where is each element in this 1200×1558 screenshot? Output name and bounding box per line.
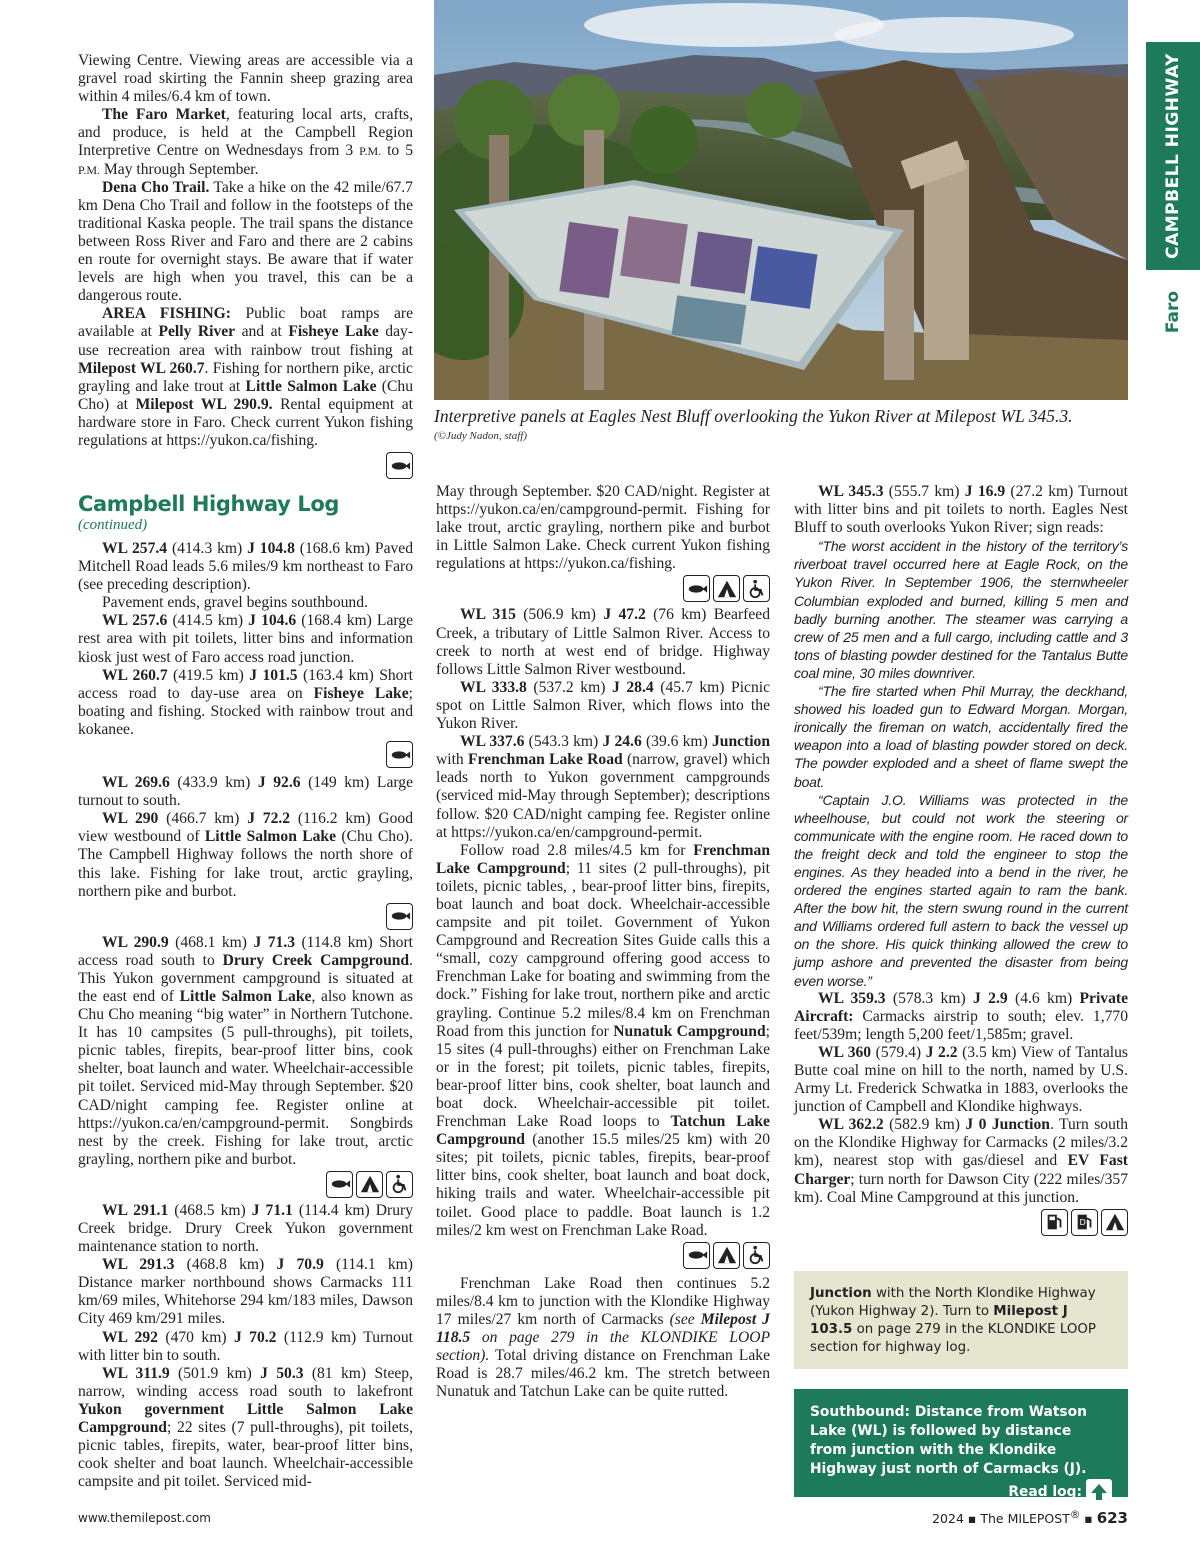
text: (419.5 km)	[167, 666, 250, 684]
side-tab-community-label: Faro	[1163, 290, 1183, 334]
junction-distance: J 72.2	[247, 810, 291, 828]
bold-text: Dena Cho Trail.	[102, 178, 210, 196]
text: (468.5 km)	[168, 1201, 252, 1219]
bold-text: Junction	[711, 733, 771, 751]
bold-text: Little Salmon Lake	[179, 987, 312, 1005]
sign-quote: “Captain J.O. Williams was protected in the wheelhouse, but could not work the steering or communicate with the engine room. He raced down to the freight deck and told the engineer to stop the engines. As they headed into a bend in the river, he ordered the engines started again to ram the bank. After the bow hit, the stern swung round in the current and Williams ordered full astern to back the vessel up on the shore. His quick thinking allowed the crew to jump ashore and prevented the disaster from being even worse.”	[794, 791, 1128, 989]
milepost: WL 292	[102, 1328, 158, 1346]
milepost: WL 360	[818, 1043, 872, 1061]
milepost: WL 362.2	[818, 1116, 884, 1134]
bold-text: Fisheye Lake	[288, 323, 379, 341]
campground-icon	[1101, 1209, 1128, 1236]
bold-text: Little Salmon Lake	[204, 828, 337, 846]
log-entry	[794, 1044, 1128, 1116]
log-entry	[794, 1116, 1128, 1206]
junction-distance: J 101.5	[249, 666, 298, 684]
milepost: WL 269.6	[102, 774, 170, 792]
junction-distance: J 50.3	[260, 1364, 304, 1382]
text: May through September.	[100, 160, 259, 178]
read-log-label: Read log:	[1008, 1483, 1082, 1500]
milepost: WL 260.7	[102, 666, 168, 684]
milepost: WL 290	[102, 810, 159, 828]
text: (Chu Cho). The Campbell Highway follows the north shore of this lake. Fishing for lake trout, arctic grayling, northern pike and burbot.	[78, 828, 413, 900]
section-subtitle: (continued)	[78, 517, 148, 533]
time-abbrev: P.M.	[359, 144, 382, 159]
bold-text: Fisheye Lake	[313, 684, 409, 702]
bold-text: Milepost J 103.5	[810, 1304, 1068, 1337]
junction-distance: J 70.2	[233, 1328, 277, 1346]
junction-distance: J 2.2	[925, 1043, 958, 1061]
milepost: WL 359.3	[818, 989, 886, 1007]
fish-icon	[386, 741, 413, 768]
log-entry-continued: May through September. $20 CAD/night. Register at https://yukon.ca/en/campground-permit. Fishing for lake trout, arctic grayling, northern pike and burbot in Little Salmon Lake. Check current Yukon fishing regulations at https://yukon.ca/fishing.	[436, 483, 770, 573]
milepost: WL 290.9	[102, 933, 169, 951]
log-entry	[78, 934, 413, 1169]
text: to 5	[381, 142, 413, 160]
junction-distance: J 104.6	[248, 612, 297, 630]
campground-icon	[713, 1242, 740, 1269]
bold-text: Milepost WL 260.7	[78, 359, 205, 377]
side-tab-label: CAMPBELL HIGHWAY	[1163, 53, 1183, 259]
fish-icon	[386, 903, 413, 930]
registered-mark: ®	[1069, 1509, 1081, 1521]
text: , also known as Chu Cho meaning “big water” in Northern Tutchone. It has 10 campsites (5 pull-throughs), pit toilets, picnic tables, firepits, bear-proof litter bins, cook shelter, boat launch and water. Wheelchair-accessible pit toilet. Serviced mid-May through September. $20 CAD/night camping fee. Register online at https://yukon.ca/en/campground-permit. Songbirds nest by the creek. Fishing for lake trout, arctic grayling, northern pike and burbot.	[78, 987, 413, 1168]
milepost: WL 291.1	[102, 1201, 169, 1219]
italic-text: on page 279 in the KLONDIKE LOOP section).	[436, 1329, 770, 1365]
campground-icon	[356, 1171, 383, 1198]
side-tab-community	[1152, 282, 1194, 342]
junction-distance: J 71.1	[251, 1201, 293, 1219]
log-entry	[794, 990, 1128, 1044]
text: . This Yukon government campground is situated at the east end of	[78, 951, 414, 1005]
bold-text: Pelly River	[158, 323, 236, 341]
text: (27.2 km) Turnout with litter bins and pit toilets to north. Eagles Nest Bluff to south overlooks Yukon River; sign reads:	[794, 483, 1128, 537]
svg-text:D: D	[1079, 1217, 1086, 1227]
text: (45.7 km) Picnic spot on Little Salmon River, which flows into the Yukon River.	[436, 678, 771, 733]
amenity-icons	[78, 903, 413, 930]
milepost: WL 337.6	[460, 733, 525, 751]
bold-text: Tatchun Lake Campground	[436, 1113, 770, 1149]
junction-callout	[794, 1271, 1128, 1369]
text: Rental equipment at hardware store in Faro. Check current Yukon fishing regulations at https://yukon.ca/fishing.	[78, 395, 413, 449]
paragraph	[436, 1275, 770, 1402]
log-entry	[436, 606, 770, 678]
milepost: WL 315	[460, 606, 516, 624]
bold-text: Yukon government Little Salmon Lake Campground	[78, 1400, 413, 1437]
text: Carmacks airstrip to south; elev. 1,770 feet/539m; length 5,200 feet/1,585m; gravel.	[794, 1007, 1128, 1043]
text: ; turn north for Dawson City (222 miles/357 km). Coal Mine Campground at this junction.	[794, 1170, 1128, 1206]
milepost: WL 291.3	[102, 1256, 175, 1274]
milepost: WL 333.8	[460, 678, 527, 696]
log-entry	[794, 483, 1128, 537]
text: (414.3 km)	[167, 540, 248, 557]
text: (582.9 km)	[883, 1116, 966, 1134]
text: (168.4 km) Large rest area with pit toilets, litter bins and information kiosk just west of Faro access road junction.	[78, 612, 414, 666]
italic-text: (see	[669, 1310, 701, 1328]
amenity-icons	[78, 452, 413, 479]
text: (468.8 km)	[174, 1256, 277, 1274]
bold-text: Frenchman Lake Campground	[436, 841, 770, 877]
text: Total driving distance on Frenchman Lake Road is 28.7 miles/46.2 km. The stretch between Nunatuk and Tatchun Lake can be quite rutted.	[436, 1347, 770, 1401]
text: ; boating and fishing. Stocked with rainbow trout and kokanee.	[78, 684, 413, 738]
text: (466.7 km)	[158, 810, 248, 828]
junction-distance: J 70.9	[276, 1256, 324, 1274]
text: (468.1 km)	[168, 933, 254, 951]
text: on page 279 in the KLONDIKE LOOP section for highway log.	[810, 1322, 1096, 1355]
campground-icon	[713, 575, 740, 602]
milepost: WL 345.3	[818, 483, 884, 500]
log-entry	[78, 774, 413, 810]
column-3-log	[794, 483, 1128, 1240]
text: (506.9 km)	[515, 606, 604, 624]
log-entry	[78, 810, 413, 900]
text: Public boat ramps are available at	[78, 305, 413, 341]
text: (another 15.5 miles/25 km) with 20 sites; pit toilets, picnic tables, firepits, bear-proof litter bins, cook shelter, boat launch and boat dock, hiking trails and water. Wheelchair-accessible pit toilet. Good place to paddle. Boat launch is 1.2 miles/2 km west on Frenchman Lake Road.	[436, 1131, 770, 1239]
log-entry	[436, 679, 770, 733]
log-entry	[78, 612, 413, 666]
read-log[interactable]	[1008, 1479, 1112, 1505]
southbound-text: Southbound: Distance from Watson Lake (WL) is followed by distance from junction with the Klondike Highway just north of Carmacks (J).	[810, 1404, 1087, 1477]
text: (578.3 km)	[885, 989, 974, 1007]
photo-credit: (©Judy Nadon, staff)	[434, 430, 527, 442]
milepost: WL 311.9	[102, 1364, 170, 1382]
junction-distance: J 24.6	[602, 733, 642, 751]
log-entry	[78, 1256, 413, 1328]
text: (537.2 km)	[526, 678, 612, 696]
junction-distance: J 0 Junction	[965, 1116, 1050, 1134]
amenity-icons	[436, 575, 770, 602]
wheelchair-icon	[386, 1171, 413, 1198]
footer-publication: The MILEPOST	[980, 1511, 1070, 1527]
paragraph	[436, 842, 770, 1240]
junction-distance: J 71.3	[253, 933, 296, 951]
log-entry	[78, 540, 413, 594]
photo-caption: Interpretive panels at Eagles Nest Bluff overlooking the Yukon River at Milepost WL 345.3.	[434, 406, 1073, 426]
amenity-icons	[436, 1242, 770, 1269]
text: (81 km) Steep, narrow, winding access road south to lakefront	[78, 1364, 413, 1400]
footer-page-info: 2024 ▪ The MILEPOST® ▪ 623	[932, 1509, 1128, 1528]
text: (Chu Cho) at	[78, 377, 413, 413]
text: ; 15 sites (4 pull-throughs) either on Frenchman Lake or in the forest; pit toilets, picnic tables, firepits, bear-proof litter bins, cook shelter, boat launch and boat dock. Wheelchair-accessible pit toilet. Frenchman Lake Road loops to	[436, 1022, 771, 1131]
paragraph	[78, 179, 413, 306]
junction-distance: J 47.2	[603, 606, 646, 624]
bold-text: Frenchman Lake Road	[468, 751, 623, 769]
text: (543.3 km)	[524, 733, 603, 751]
amenity-icons	[78, 741, 413, 768]
column-1-intro	[78, 52, 413, 483]
up-arrow-icon[interactable]	[1086, 1479, 1112, 1505]
text: (555.7 km)	[883, 483, 965, 500]
paragraph	[78, 305, 413, 450]
text: and at	[235, 323, 289, 341]
text: (4.6 km)	[1007, 989, 1080, 1007]
text: (114.1 km) Distance marker northbound shows Carmacks 111 km/69 miles, Whitehorse 294 km/183 miles, Dawson City 469 km/291 miles.	[78, 1256, 414, 1328]
bold-text: Little Salmon Lake	[245, 377, 377, 395]
text: (112.9 km) Turnout with litter bin to south.	[78, 1328, 413, 1364]
text: (narrow, gravel) which leads north to Yukon government campgrounds (serviced mid-May through September); descriptions follow. $20 CAD/night camping fee. Register online at https://yukon.ca/en/campground-permit.	[436, 751, 771, 841]
milepost: WL 257.6	[102, 612, 168, 630]
junction-distance: J 16.9	[964, 483, 1006, 500]
text: (39.6 km)	[641, 733, 712, 751]
log-entry-note: Pavement ends, gravel begins southbound.	[102, 594, 368, 612]
wheelchair-icon	[743, 1242, 770, 1269]
bold-text: The Faro Market	[102, 106, 226, 124]
text: (116.2 km) Good view westbound of	[78, 810, 414, 846]
text: . Turn south on the Klondike Highway for Carmacks (2 miles/3.2 km), nearest stop with gas/diesel and	[794, 1116, 1129, 1170]
text: Frenchman Lake Road then continues 5.2 miles/8.4 km to junction with the Klondike Highway 17 miles/27 km north of Carmacks	[436, 1274, 770, 1328]
text: . Fishing for northern pike, arctic grayling and lake trout at	[78, 359, 413, 395]
paragraph	[78, 106, 413, 178]
junction-distance: J 28.4	[611, 678, 654, 696]
fish-icon	[386, 452, 413, 479]
text: Viewing Centre. Viewing areas are accessible via a gravel road skirting the Fannin sheep grazing area within 4 miles/6.4 km of town.	[78, 52, 413, 106]
text: (470 km)	[157, 1328, 234, 1346]
text: , featuring local arts, crafts, and produce, is held at the Campbell Region Interpretive Centre on Wednesdays from 3	[78, 106, 413, 160]
photo-eagles-nest-bluff	[434, 0, 1128, 400]
bold-text: AREA FISHING:	[102, 305, 231, 323]
log-entry	[78, 667, 413, 739]
text: (433.9 km)	[169, 774, 258, 792]
paragraph	[78, 52, 413, 106]
fish-icon	[683, 575, 710, 602]
log-entry	[78, 1365, 413, 1492]
wheelchair-icon	[743, 575, 770, 602]
bold-italic-text: Milepost J 118.5	[436, 1310, 770, 1347]
page-number: 623	[1096, 1509, 1128, 1528]
photo-illustration	[434, 0, 1128, 400]
text: ; 22 sites (7 pull-throughs), pit toilets, picnic tables, firepits, water, bear-proof litter bins, cook shelter and boat launch. Wheelchair-accessible campsite and pit toilet. Serviced mid-	[78, 1419, 413, 1491]
text: Follow road 2.8 miles/4.5 km for	[460, 841, 694, 859]
sign-quote: “The fire started when Phil Murray, the deckhand, showed his loaded gun to Edward Morgan. Morgan, ironically the fireman on watch, accidentally fired the weapon into a load of blasting powder stored on deck. The powder exploded and a sheet of flame swept the boat.	[794, 683, 1128, 790]
amenity-icons	[794, 1209, 1128, 1236]
bold-text: Nunatuk Campground	[613, 1022, 766, 1040]
log-entry	[436, 733, 770, 842]
text: (114.8 km) Short access road south to	[78, 933, 414, 969]
text: with	[436, 751, 468, 769]
column-2-log	[436, 483, 770, 1401]
text: (3.5 km) View of Tantalus Butte coal mine on hill to the north, named by U.S. Army Lt. Frederick Schwatka in 1883, overlooks the junction of Campbell and Klondike highways.	[794, 1043, 1129, 1116]
bold-text: Junction	[810, 1286, 872, 1301]
junction-distance: J 104.8	[247, 540, 295, 557]
time-abbrev: P.M.	[78, 162, 101, 177]
section-title: Campbell Highway Log	[78, 492, 340, 516]
text: (501.9 km)	[169, 1364, 261, 1382]
column-1-log	[78, 540, 413, 1491]
text: (76 km) Bearfeed Creek, a tributary of Little Salmon River. Access to creek to north at west end of bridge. Highway follows Little Salmon River westbound.	[436, 606, 770, 678]
text: (168.6 km) Paved Mitchell Road leads 5.6 miles/9 km northeast to Faro (see preceding description).	[78, 540, 414, 594]
footer-url[interactable]: www.themilepost.com	[78, 1511, 211, 1525]
southbound-callout	[794, 1389, 1128, 1500]
side-tab-highway	[1146, 42, 1200, 270]
text: (114.4 km) Drury Creek bridge. Drury Creek Yukon government maintenance station to north.	[78, 1201, 414, 1256]
bold-text: EV Fast Charger	[794, 1152, 1128, 1188]
diesel-icon	[1071, 1209, 1098, 1236]
milepost: WL 257.4	[102, 540, 168, 557]
junction-distance: J 92.6	[257, 774, 301, 792]
text: day-use recreation area with rainbow trout fishing at	[78, 323, 414, 359]
log-entry	[78, 1329, 413, 1365]
text: Take a hike on the 42 mile/67.7 km Dena Cho Trail and follow in the footsteps of the traditional Kaska people. The trail spans the distance between Ross River and Faro and there are 2 cabins en route for overnight stays. Be aware that if water levels are high when you travel, this can be a dangerous route.	[78, 178, 413, 305]
junction-distance: J 2.9	[973, 989, 1008, 1007]
fish-icon	[326, 1171, 353, 1198]
text: (149 km) Large turnout to south.	[78, 774, 414, 810]
sign-quote: “The worst accident in the history of the territory’s riverboat travel occurred here at Eagle Rock, on the Yukon River. In September 1906, the sternwheeler Columbian exploded and burned, killing 5 men and badly burning another. The steamer was carrying a crew of 25 men and a full cargo, including cattle and 3 tons of blasting powder destined for the Tantalus Butte coal mine, 30 miles downriver.	[794, 538, 1128, 681]
text: (579.4)	[871, 1043, 926, 1061]
text: (163.4 km) Short access road to day-use area on	[78, 666, 414, 702]
bold-text: Milepost WL 290.9.	[135, 395, 273, 413]
footer-year: 2024	[932, 1511, 964, 1527]
bold-text: Drury Creek Campground	[222, 951, 410, 969]
text: with the North Klondike Highway (Yukon Highway 2). Turn to	[810, 1286, 1096, 1319]
log-entry	[78, 1202, 413, 1256]
text: ; 11 sites (2 pull-throughs), pit toilets, picnic tables, , bear-proof litter bins, firepits, boat launch and boat dock. Wheelchair-accessible campsite and pit toilet. Government of Yukon Campground and Recreation Sites Guide calls this a “small, cozy campground offering good access to Frenchman Lake for boating and swimming from the dock.” Fishing for lake trout, northern pike and arctic grayling. Continue 5.2 miles/8.4 km on Frenchman Road from this junction for	[436, 859, 770, 1040]
amenity-icons	[78, 1171, 413, 1198]
gas-icon	[1041, 1209, 1068, 1236]
fish-icon	[683, 1242, 710, 1269]
text: (414.5 km)	[167, 612, 249, 630]
bold-text: Private Aircraft:	[794, 989, 1129, 1025]
